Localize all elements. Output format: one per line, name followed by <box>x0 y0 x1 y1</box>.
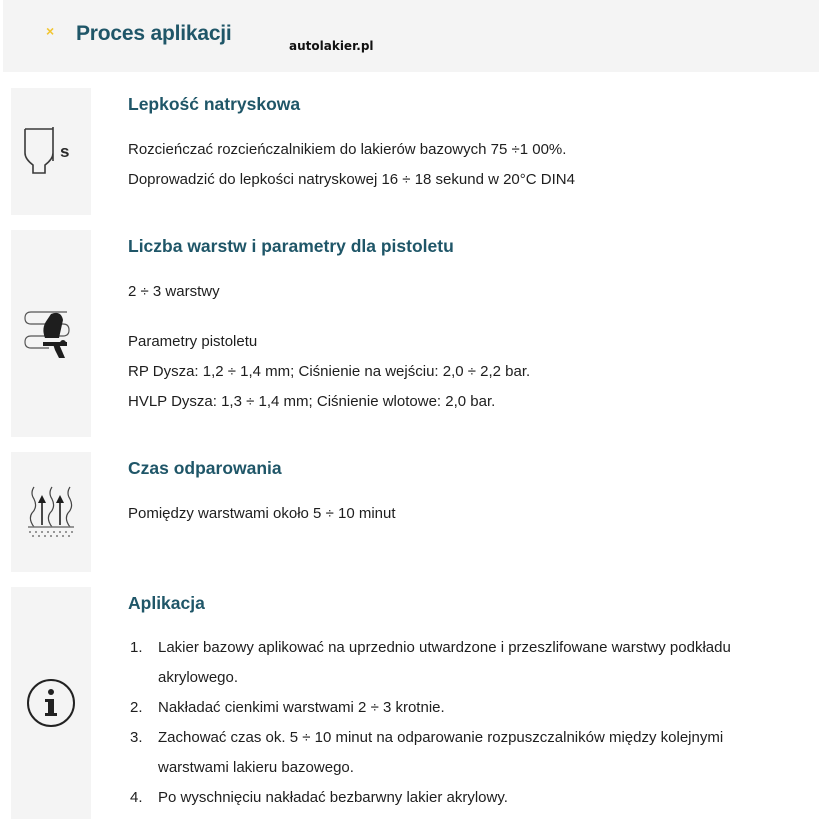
list-item-number: 1. <box>130 639 143 656</box>
list-item-text: Zachować czas ok. 5 ÷ 10 minut na odparowanie rozpuszczalników między kolejnymi warstwami lakieru bazowego. <box>158 729 724 776</box>
icon-box <box>11 230 91 437</box>
section-title: Lepkość natryskowa <box>128 94 301 114</box>
list-item-text: Nakładać cienkimi warstwami 2 ÷ 3 krotnie. <box>158 699 445 716</box>
close-icon[interactable]: × <box>46 23 55 39</box>
spray-gun-icon <box>23 308 79 360</box>
page-title: Proces aplikacji <box>76 22 232 45</box>
info-icon <box>26 678 76 728</box>
section-paragraph: Parametry pistoletu <box>128 333 258 350</box>
section-content <box>128 88 808 215</box>
list-item-text: Lakier bazowy aplikować na uprzednio utwardzone i przeszlifowane warstwy podkładu akrylowego. <box>158 639 731 686</box>
section-paragraph: Rozcieńczać rozcieńczalnikiem do lakierów bazowych 75 ÷1 00%. <box>128 141 567 158</box>
section-title: Liczba warstw i parametry dla pistoletu <box>128 236 454 256</box>
section-content <box>128 452 808 572</box>
evaporation-icon <box>26 485 76 539</box>
section-application <box>0 587 819 819</box>
section-paragraph: 2 ÷ 3 warstwy <box>128 283 220 300</box>
section-evaporation <box>0 452 819 572</box>
section-content <box>128 587 808 819</box>
list-item-text: Po wyschnięciu nakładać bezbarwny lakier akrylowy. <box>158 789 508 806</box>
list-item-number: 4. <box>130 789 143 806</box>
spray-cup-viscosity-icon <box>23 127 79 177</box>
section-title: Czas odparowania <box>128 458 282 478</box>
section-title: Aplikacja <box>128 593 205 613</box>
section-spray-viscosity <box>0 88 819 215</box>
list-item-number: 3. <box>130 729 143 746</box>
icon-box <box>11 452 91 572</box>
section-paragraph: HVLP Dysza: 1,3 ÷ 1,4 mm; Ciśnienie wlotowe: 2,0 bar. <box>128 393 496 410</box>
section-layers-gun <box>0 230 819 437</box>
list-item-number: 2. <box>130 699 143 716</box>
section-paragraph: Doprowadzić do lepkości natryskowej 16 ÷ 18 sekund w 20°C DIN4 <box>128 171 575 188</box>
section-paragraph: RP Dysza: 1,2 ÷ 1,4 mm; Ciśnienie na wejściu: 2,0 ÷ 2,2 bar. <box>128 363 531 380</box>
section-content <box>128 230 808 437</box>
section-paragraph: Pomiędzy warstwami około 5 ÷ 10 minut <box>128 505 396 522</box>
header-bar <box>3 0 819 72</box>
icon-box <box>11 587 91 819</box>
icon-box <box>11 88 91 215</box>
watermark: autolakier.pl <box>289 39 374 53</box>
svg-text:s: s <box>60 141 70 161</box>
